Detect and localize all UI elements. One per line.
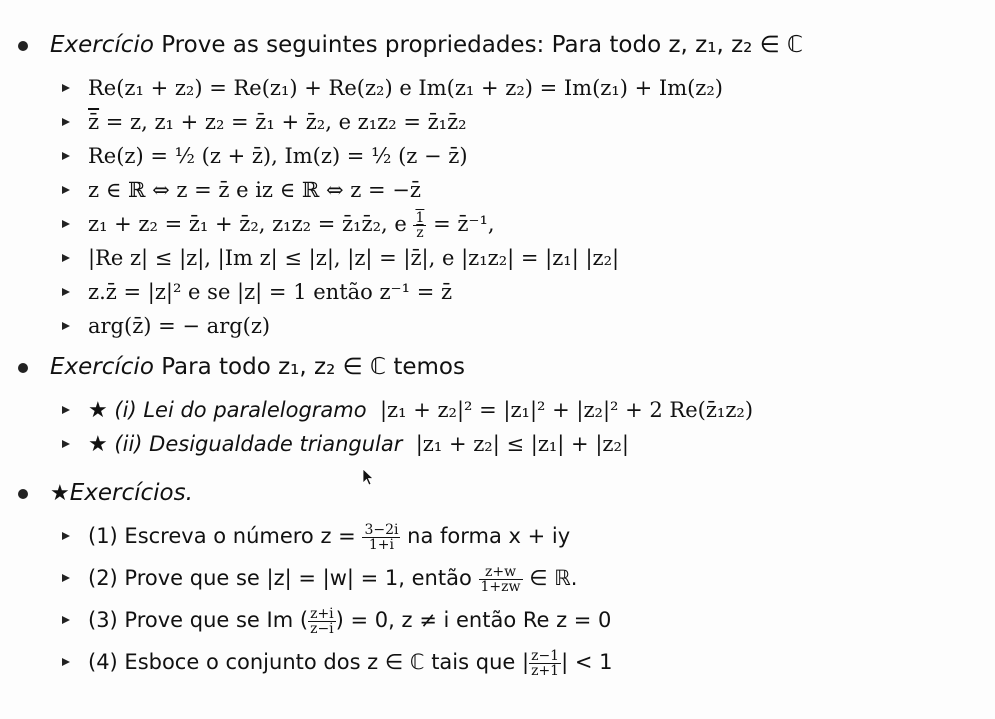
- triangle-bullet-icon: [62, 152, 70, 160]
- triangle-bullet-icon: [62, 406, 70, 414]
- bullet-icon: [18, 41, 28, 51]
- triangle-bullet-icon: [62, 616, 70, 624]
- slide: Exercício Prove as seguintes propriedades: Para todo z, z₁, z₂ ∈ ℂ Re(z₁ + z₂) = Re(z₁) + Re(z₂) e Im(z₁ + z₂) = Im(z₁) + Im(z₂) z̄ = z, z₁ + z₂ = z̄₁ + z̄₂, e z₁z₂ = z̄₁z̄₂ Re(z) = ½ (z + z̄), Im(z) = ½ (z − z̄) z ∈ ℝ ⇔ z = z̄ e iz ∈ ℝ ⇔ z = −z̄ z₁ + z₂ = z̄₁ + z̄₂, z₁z₂ = z̄₁z̄₂, e $\frac{1}{z}$ = z̄⁻¹, |Re z| ≤ |z|, |Im z| ≤ |z|, |z| = |z̄|, e |z₁z₂| = |z₁| |z₂| z.z̄ = |z|² e se |z| = 1 então z⁻¹ = z̄ arg(z̄) = − arg(z) Exercício Para todo z₁, z₂ ∈ ℂ temos ★ (i) Lei do paralelogramo |z₁ + z₂|² = |z₁|² + |z₂|² + 2 Re(z̄₁z₂) ★ (ii) Desigualdade triangular |z₁ + z₂| ≤ |z₁| + |z₂| ★Exercícios. (1) Escreva o número z = $\frac{3-2i}{1+i}$ na forma x + iy (2) Prove que se |z| = |w| = 1, então $\frac{z+w}{1+zw}$ ∈ ℝ. (3) Prove que se Im ( $\frac{z+i}{z-i}$ ) = 0, z ≠ i então Re z = 0 (4) Esboce o conjunto dos z ∈ ℂ tais que | $\frac{z-1}{z+1}$ | < 1: [0, 0, 995, 719]
- triangle-bullet-icon: [62, 574, 70, 582]
- triangle-bullet-icon: [62, 532, 70, 540]
- star-icon: ★: [88, 432, 108, 457]
- star-icon: ★: [88, 398, 108, 423]
- triangle-bullet-icon: [62, 322, 70, 330]
- star-icon: ★: [50, 481, 70, 506]
- triangle-bullet-icon: [62, 118, 70, 126]
- exercise-3-heading: ★Exercícios.: [50, 480, 193, 506]
- triangle-bullet-icon: [62, 254, 70, 262]
- bullet-icon: [18, 363, 28, 373]
- triangle-bullet-icon: [62, 186, 70, 194]
- exercise-1-heading: Exercício Prove as seguintes propriedades: Para todo z, z₁, z₂ ∈ ℂ: [50, 32, 804, 58]
- triangle-bullet-icon: [62, 658, 70, 666]
- triangle-bullet-icon: [62, 288, 70, 296]
- mouse-cursor-icon: [362, 468, 374, 486]
- triangle-bullet-icon: [62, 440, 70, 448]
- triangle-bullet-icon: [62, 84, 70, 92]
- bullet-icon: [18, 489, 28, 499]
- exercise-2-heading: Exercício Para todo z₁, z₂ ∈ ℂ temos: [50, 354, 465, 380]
- triangle-bullet-icon: [62, 220, 70, 228]
